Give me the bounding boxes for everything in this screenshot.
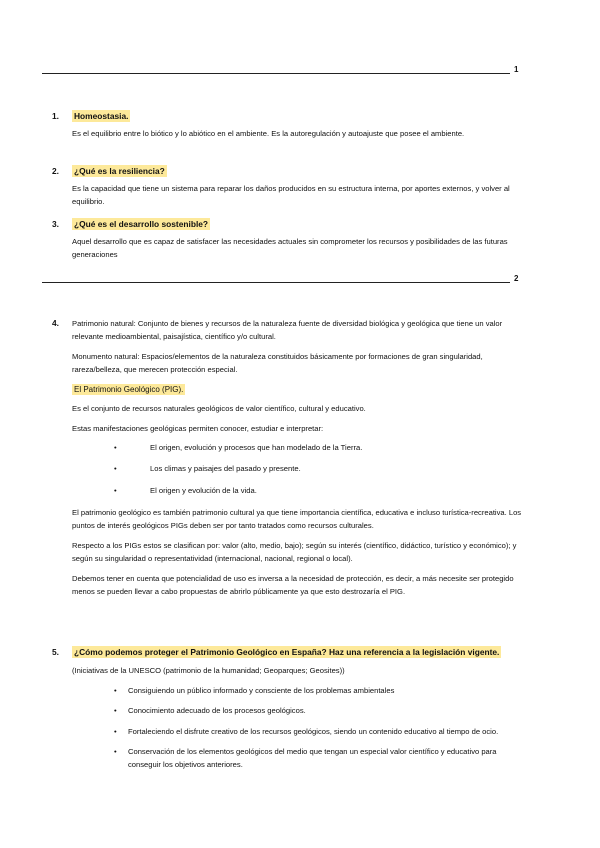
q4-first-row — [52, 318, 524, 343]
question-2 — [52, 165, 524, 208]
question-number: 1. — [52, 111, 59, 121]
question-answer: Aquel desarrollo que es capaz de satisfacer las necesidades actuales sin comprometer los recursos y posibilidades de las futuras generaciones — [72, 237, 508, 259]
question-title: ¿Cómo podemos proteger el Patrimonio Geológico en España? Haz una referencia a la legislación vigente. — [74, 647, 500, 657]
page-divider-1 — [42, 73, 510, 74]
q4-paragraph-7: Debemos tener en cuenta que potencialidad de uso es inversa a la necesidad de protección, es decir, a más necesite ser protegido menos se pueden llevar a cabo propuestas de abrirlo públicamente ya que esto destrozaría el PIG. — [72, 574, 514, 596]
q4-paragraph-2: Monumento natural: Espacios/elementos de la naturaleza constituidos básicamente por formaciones de gran singularidad, rareza/belleza, que merecen protección especial. — [72, 352, 483, 374]
question-answer: Es la capacidad que tiene un sistema para reparar los daños producidos en su estructura interna, por aportes externos, y volver al equilibrio. — [72, 184, 510, 206]
question-title: ¿Qué es la resiliencia? — [74, 166, 165, 176]
q4-paragraph-4: Estas manifestaciones geológicas permiten conocer, estudiar e interpretar: — [72, 424, 324, 433]
list-item: • El origen, evolución y procesos que han modelado de la Tierra. — [114, 442, 363, 452]
list-item: • Consiguiendo un público informado y consciente de los problemas ambientales — [114, 685, 395, 695]
q4-paragraph-5: El patrimonio geológico es también patrimonio cultural ya que tiene importancia científica, educativa e incluso turística-recreativa. Los puntos de interés geológicos PIGs deben ser por tanto tratados como recursos culturales. — [72, 508, 522, 530]
question-3 — [52, 218, 524, 261]
question-title: ¿Qué es el desarrollo sostenible? — [74, 219, 209, 229]
q4-bullet-list — [114, 442, 524, 498]
q4-paragraph-1: Patrimonio natural: Conjunto de bienes y recursos de la naturaleza fuente de diversidad biológica y geológica que tiene un valor relevante medioambiental, paisajística, científico y/o cultural. — [72, 319, 503, 341]
list-item: • Fortaleciendo el disfrute creativo de los recursos geológicos, siendo un contenido educativo al tiempo de ocio. — [114, 726, 499, 736]
list-item: • Conservación de los elementos geológicos del medio que tengan un especial valor científico y educativo para conseguir los objetivos anteriores. — [114, 747, 497, 769]
q5-bullet-list — [114, 685, 514, 772]
question-1 — [52, 110, 524, 141]
q5-intro: (Iniciativas de la UNESCO (patrimonio de la humanidad; Geoparques; Geosites)) — [72, 666, 345, 675]
list-item: • Los climas y paisajes del pasado y presente. — [114, 464, 301, 473]
page-divider-2 — [42, 282, 510, 283]
question-number: 2. — [52, 166, 59, 176]
page-number-2: 2 — [514, 274, 519, 283]
question-number: 4. — [52, 318, 59, 328]
q4-paragraph-3: Es el conjunto de recursos naturales geológicos de valor científico, cultural y educativo. — [72, 403, 366, 413]
question-number: 5. — [52, 647, 59, 657]
page-number-1: 1 — [514, 65, 519, 74]
q4-subtitle: El Patrimonio Geológico (PIG). — [74, 385, 184, 394]
question-answer: Es el equilibrio entre lo biótico y lo abiótico en el ambiente. Es la autoregulación y autoajuste que posee el ambiente. — [72, 129, 465, 138]
question-5 — [52, 646, 524, 771]
question-number: 3. — [52, 219, 59, 229]
question-title: Homeostasia. — [74, 111, 129, 121]
question-4 — [52, 318, 524, 598]
list-item: • El origen y evolución de la vida. — [114, 485, 257, 495]
q4-paragraph-6: Respecto a los PIGs estos se clasifican por: valor (alto, medio, bajo); según su interés (científico, didáctico, turístico y económico); y según su singularidad o representatividad (internacional, nacional, regional o local). — [72, 541, 517, 563]
list-item: • Conocimiento adecuado de los procesos geológicos. — [114, 706, 306, 715]
